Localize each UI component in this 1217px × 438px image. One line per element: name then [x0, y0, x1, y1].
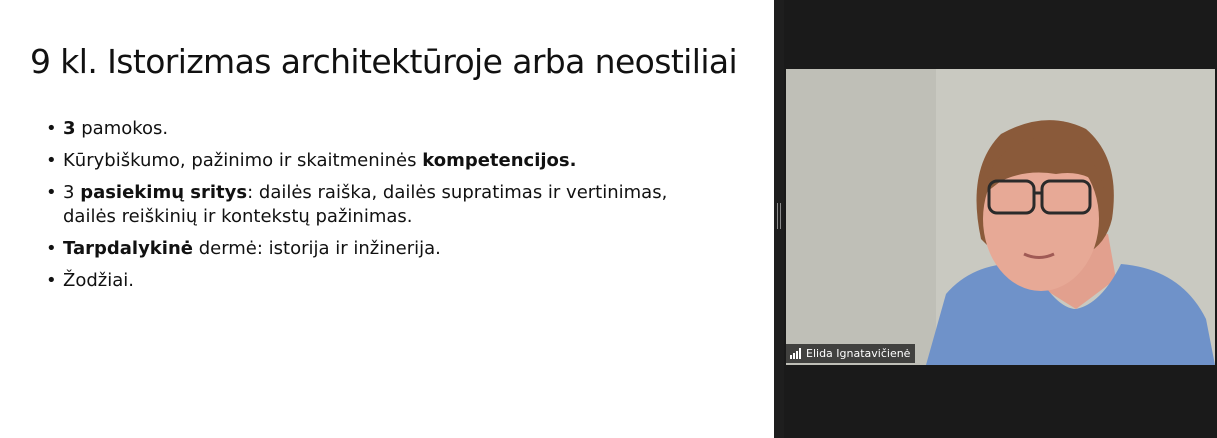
bullet-list [46, 117, 746, 301]
bullet-text: Kūrybiškumo, pažinimo ir skaitmeninės [63, 150, 423, 171]
bullet-text: pamokos. [75, 118, 169, 139]
bullet-item-lessons [46, 117, 746, 141]
bullet-text: : dailės raiška, dailės supratimas ir vertinimas, [247, 182, 668, 203]
participant-name: Elida Ignatavičienė [806, 347, 911, 360]
bullet-line-1 [63, 181, 746, 205]
bullet-bold: 3 [63, 118, 76, 139]
bullet-item-achievement-areas [46, 181, 746, 229]
bullet-item-words [46, 269, 746, 293]
participant-video-tile[interactable] [786, 69, 1215, 365]
bullet-bold: kompetencijos. [422, 150, 577, 171]
bullet-item-interdisciplinary [46, 237, 746, 261]
participant-video-image [786, 69, 1215, 365]
split-divider[interactable] [774, 0, 784, 438]
slide-title: 9 kl. Istorizmas architektūroje arba neostiliai [30, 42, 738, 81]
bullet-line-2: dailės reiškinių ir kontekstų pažinimas. [63, 206, 413, 227]
bullet-bold: Tarpdalykinė [63, 238, 193, 259]
bullet-item-competencies [46, 149, 746, 173]
bullet-text: dermė: istorija ir inžinerija. [192, 238, 441, 259]
bullet-bold: pasiekimų sritys [80, 182, 248, 203]
bullet-text: Žodžiai. [63, 270, 134, 291]
video-panel [784, 0, 1217, 438]
drag-handle-icon[interactable] [777, 203, 781, 229]
participant-name-tag [786, 344, 915, 363]
signal-strength-icon [790, 348, 801, 359]
bullet-prefix: 3 [63, 182, 81, 203]
